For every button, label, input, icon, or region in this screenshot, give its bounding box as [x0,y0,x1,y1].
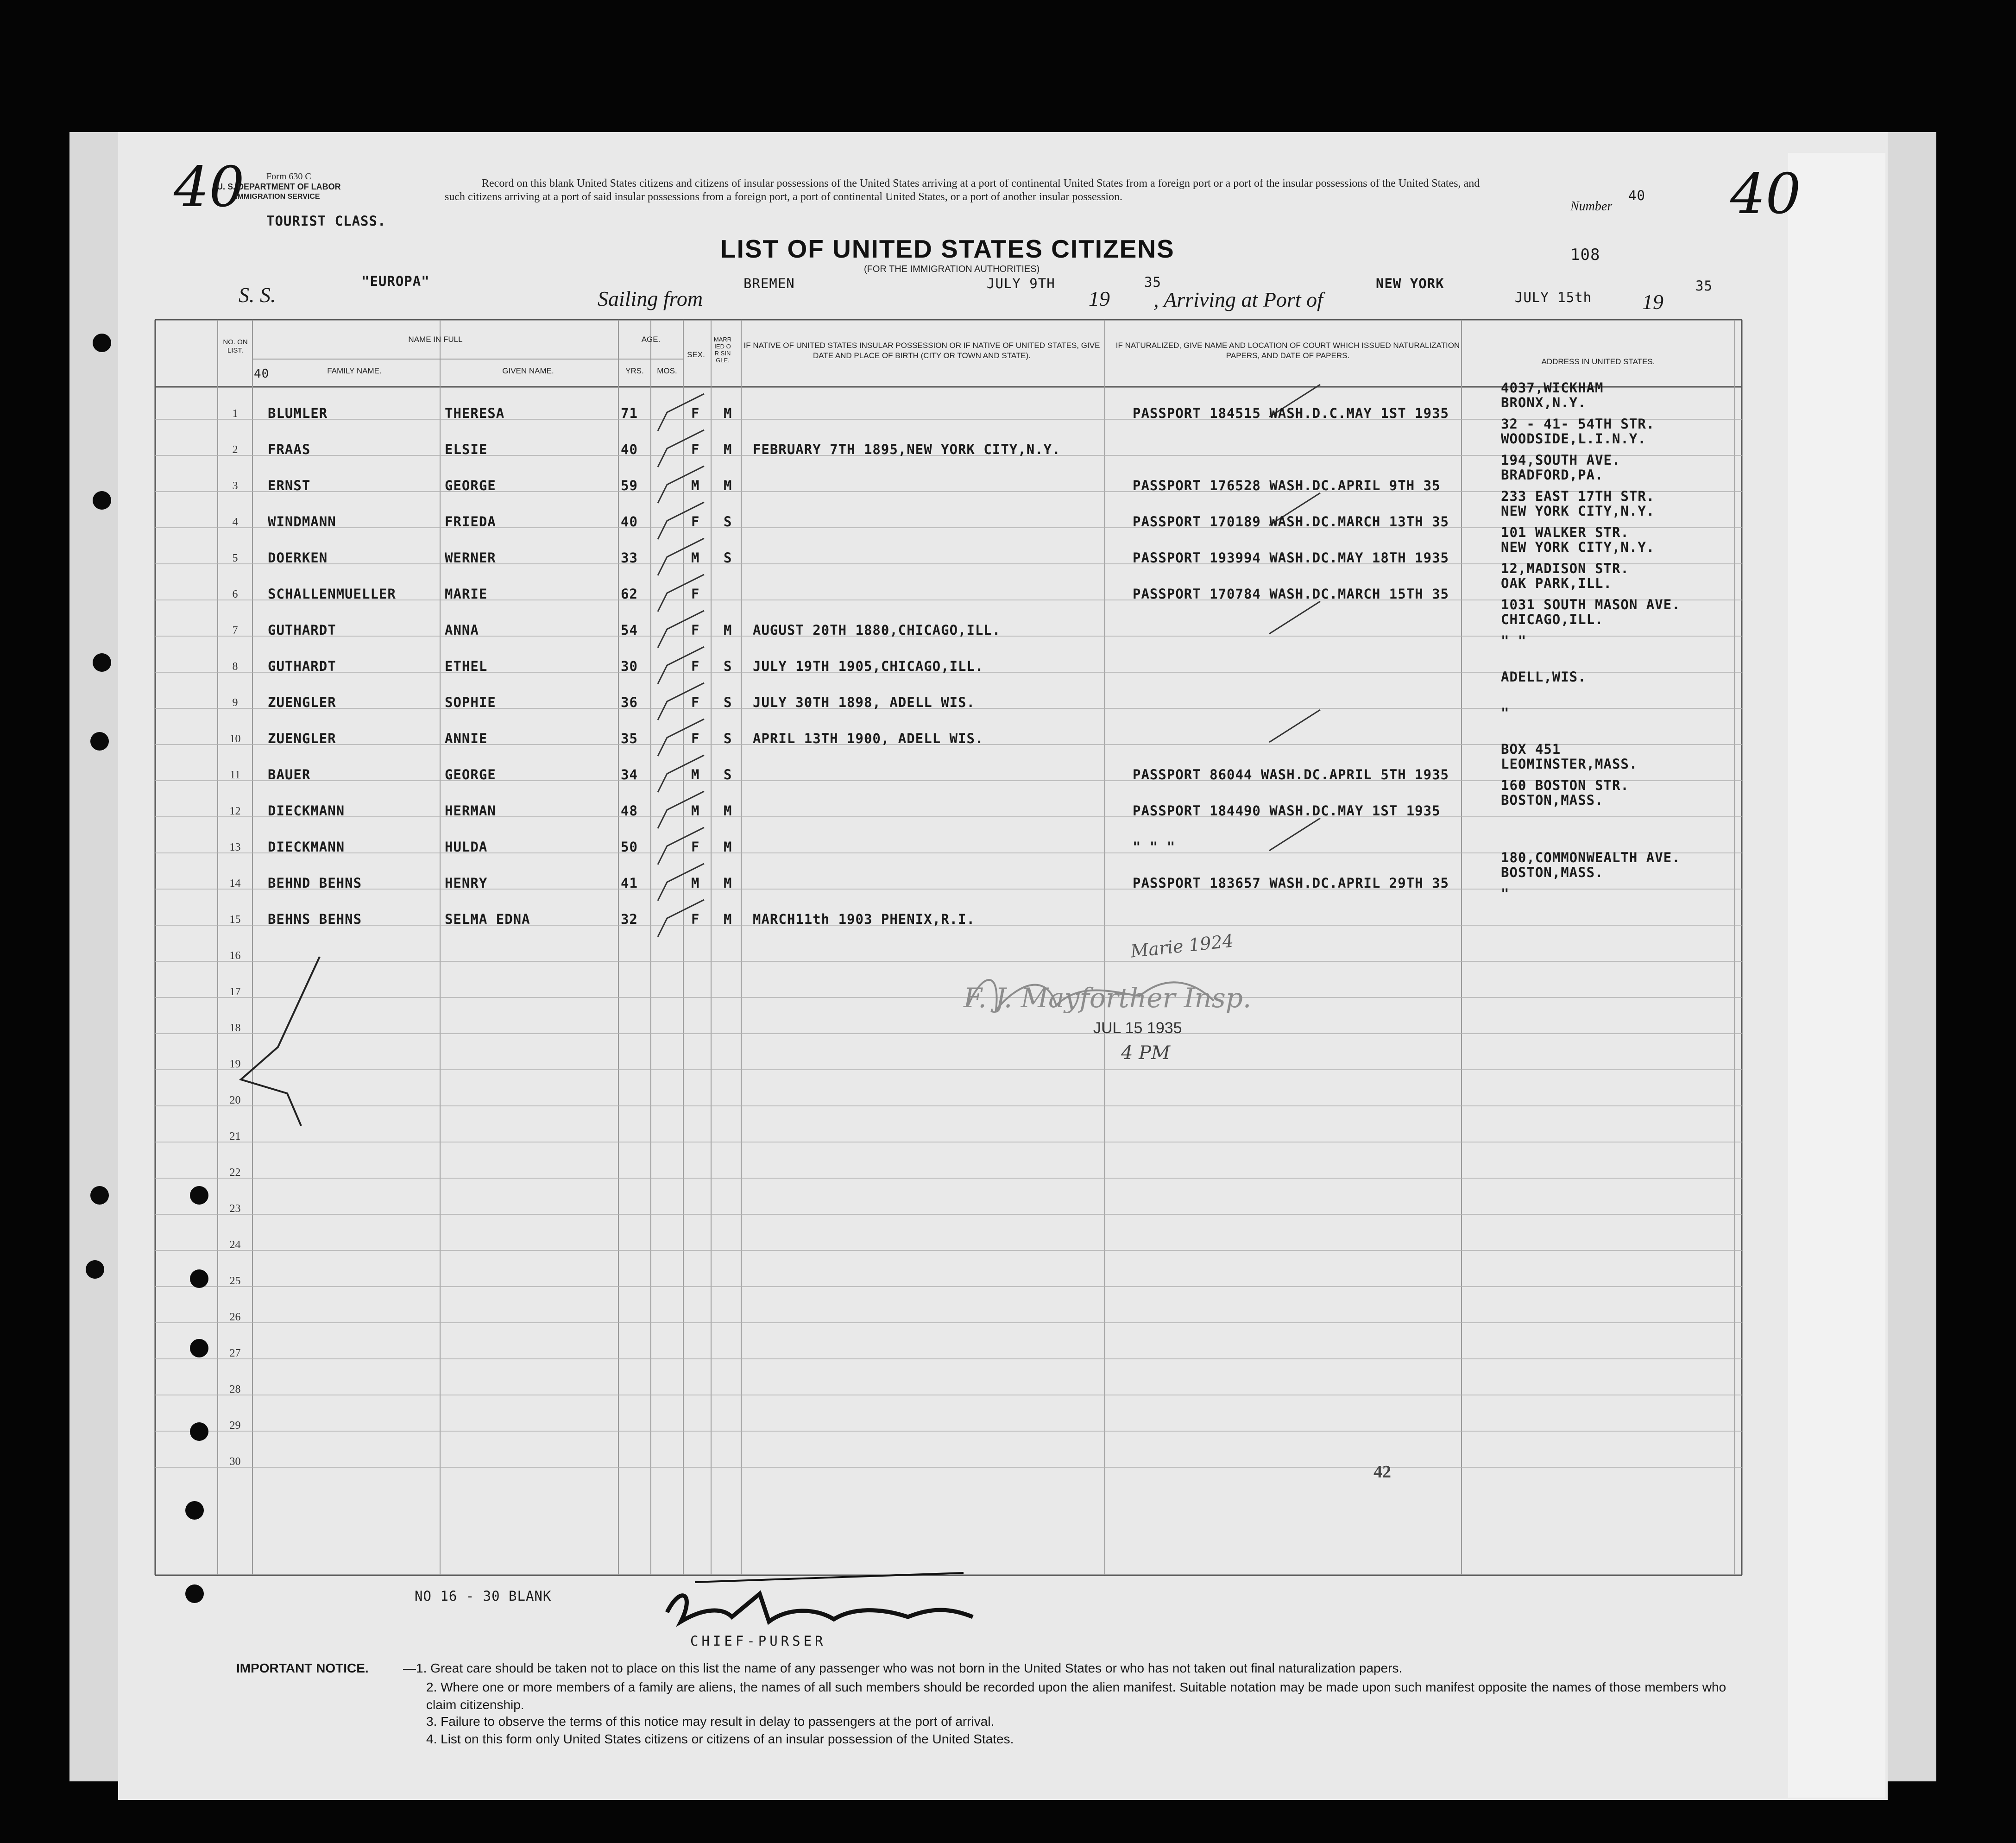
col-header-age: AGE. [641,335,661,344]
row-4-no: 4 [232,516,238,528]
row-5-given: WERNER [445,550,496,566]
arrival-date: JULY 15th [1515,290,1592,305]
row-11-given: GEORGE [445,767,496,783]
row-8-ms: S [724,658,732,674]
row-7-native: AUGUST 20TH 1880,CHICAGO,ILL. [753,622,1001,638]
row-30-no: 30 [229,1456,241,1468]
row-1-family: BLUMLER [268,405,328,421]
row-2-address-line1: 32 - 41- 54TH STR. [1501,416,1655,432]
page-number-top: 108 [1570,246,1600,264]
row-5-no: 5 [232,552,238,564]
number-label: Number [1570,199,1613,214]
notice-item-4: 4. List on this form only United States citizens or citizens of an insular possession of the United States. [426,1732,1014,1746]
row-11-no: 11 [229,769,241,781]
class-label: TOURIST CLASS. [266,213,386,229]
row-12-given: HERMAN [445,803,496,819]
ship-name: "EUROPA" [361,273,430,289]
row-10-ms: S [724,731,732,746]
col-header-address: ADDRESS IN UNITED STATES. [1541,357,1655,366]
notice-item-3: 3. Failure to observe the terms of this notice may result in delay to passengers at the port of arrival. [426,1714,995,1729]
row-28-no: 28 [229,1383,241,1395]
row-6-address-line1: 12,MADISON STR. [1501,561,1629,576]
row-5-address-line1: 101 WALKER STR. [1501,524,1629,540]
purser-signature [667,1594,836,1632]
page-count: 42 [1373,1462,1391,1482]
col-header-married: MARRIED OR SINGLE. [713,336,732,364]
department-label: U. S. DEPARTMENT OF LABOR [217,182,341,191]
arrival-stamp-time: 4 PM [1121,1042,1171,1064]
row-8-address-line1: " " [1501,633,1527,649]
notice-item-2: 2. Where one or more members of a family are aliens, the names of all such members should be recorded upon the alien manifest. Suitable notation may be made upon such manifest opposite the names of those members who claim citizenship. [426,1680,1726,1712]
row-13-given: HULDA [445,839,488,855]
col-header-mos: MOS. [657,366,677,375]
col-header-name: NAME IN FULL [408,335,463,344]
row-1-given: THERESA [445,405,505,421]
row-13-no: 13 [229,841,241,853]
col-header-no: NO. ON LIST. [223,338,248,354]
row-10-address-line1: " [1501,705,1510,721]
row-14-address-line2: BOSTON,MASS. [1501,865,1604,880]
row-2-given: ELSIE [445,442,488,457]
col-header-naturalized: IF NATURALIZED, GIVE NAME AND LOCATION OF COURT WHICH ISSUED NATURALIZATION PAPERS, AND DATE OF PAPERS. [1115,341,1460,360]
row-8-sex: F [691,658,700,674]
row-11-ms: S [724,767,732,783]
row-15-age: 32 [621,911,638,927]
row-6-nat: PASSPORT 170784 WASH.DC.MARCH 15TH 35 [1133,586,1449,602]
sailing-port: BREMEN [743,276,795,291]
row-1-no: 1 [232,408,238,420]
row-7-address-line1: 1031 SOUTH MASON AVE. [1501,597,1681,612]
arriving-label: , Arriving at Port of [1153,288,1323,311]
row-6-no: 6 [232,588,238,600]
row-2-native: FEBRUARY 7TH 1895,NEW YORK CITY,N.Y. [753,442,1061,457]
blank-rows-note: NO 16 - 30 BLANK [415,1588,552,1604]
row-4-sex: F [691,514,700,530]
row-9-no: 9 [232,697,238,709]
row-7-age: 54 [621,622,638,638]
row-15-address-line1: " [1501,886,1510,902]
row-2-ms: M [724,442,732,457]
row-4-given: FRIEDA [445,514,496,530]
row-2-sex: F [691,442,700,457]
row-2-no: 2 [232,444,238,456]
row-5-age: 33 [621,550,638,566]
row-4-address-line2: NEW YORK CITY,N.Y. [1501,503,1655,519]
row-4-family: WINDMANN [268,514,336,530]
row-16-no: 16 [229,950,241,962]
row-1-ms: M [724,405,732,421]
row-25-no: 25 [229,1275,241,1287]
row-15-family: BEHNS BEHNS [268,911,362,927]
row-10-given: ANNIE [445,731,488,746]
row-3-address-line2: BRADFORD,PA. [1501,467,1604,483]
row-10-sex: F [691,731,700,746]
row-27-no: 27 [229,1347,241,1359]
row-21-no: 21 [229,1130,241,1142]
row-12-age: 48 [621,803,638,819]
row-12-address-line2: BOSTON,MASS. [1501,792,1604,808]
arrival-stamp-date: JUL 15 1935 [1093,1019,1182,1037]
row-22-no: 22 [229,1167,241,1179]
notice-heading: IMPORTANT NOTICE. [236,1661,369,1675]
row-11-nat: PASSPORT 86044 WASH.DC.APRIL 5TH 1935 [1133,767,1449,783]
row-7-given: ANNA [445,622,479,638]
row-1-age: 71 [621,405,638,421]
row-15-no: 15 [229,914,241,926]
row-15-native: MARCH11th 1903 PHENIX,R.I. [753,911,975,927]
row-11-age: 34 [621,767,638,783]
row-10-native: APRIL 13TH 1900, ADELL WIS. [753,731,984,746]
row-6-address-line2: OAK PARK,ILL. [1501,575,1612,591]
row-3-no: 3 [232,480,238,492]
row-19-no: 19 [229,1058,241,1070]
row-11-family: BAUER [268,767,311,783]
corner-mark-left: 40 [174,155,245,220]
service-label: IMMIGRATION SERVICE [235,193,320,201]
row-4-address-line1: 233 EAST 17TH STR. [1501,488,1655,504]
row-9-family: ZUENGLER [268,694,336,710]
number-value: 40 [1628,188,1645,203]
row-26-no: 26 [229,1311,241,1323]
row-5-ms: S [724,550,732,566]
row-8-age: 30 [621,658,638,674]
row-3-ms: M [724,478,732,493]
row-5-family: DOERKEN [268,550,328,566]
row-3-nat: PASSPORT 176528 WASH.DC.APRIL 9TH 35 [1133,478,1441,493]
row-15-sex: F [691,911,700,927]
row-9-age: 36 [621,694,638,710]
row-1-address-line2: BRONX,N.Y. [1501,395,1587,410]
row-13-family: DIECKMANN [268,839,345,855]
sailing-year: 35 [1144,274,1161,290]
row-1-sex: F [691,405,700,421]
row-5-nat: PASSPORT 193994 WASH.DC.MAY 18TH 1935 [1133,550,1449,566]
row-3-age: 59 [621,478,638,493]
row-14-nat: PASSPORT 183657 WASH.DC.APRIL 29TH 35 [1133,875,1449,891]
sailing-from-label: Sailing from [598,287,703,310]
row-13-ms: M [724,839,732,855]
row-6-given: MARIE [445,586,488,602]
row-12-ms: M [724,803,732,819]
row-12-sex: M [691,803,700,819]
instructions: Record on this blank United States citizens and citizens of insular possessions of the United States arriving at a port of continental United States from a foreign port or a port of the insular possessions of the United States, and such citizens arriving at a port of said insular possessions from a foreign port, a port of continental United States, or a port of another insular possession. [445,177,1480,203]
col-header-given: GIVEN NAME. [502,366,554,375]
page-title: LIST OF UNITED STATES CITIZENS [720,234,1175,263]
sailing-year-prefix: 19 [1089,287,1110,310]
row-29-no: 29 [229,1420,241,1432]
col-header-native: IF NATIVE OF UNITED STATES INSULAR POSSESSION OR IF NATIVE OF UNITED STATES, GIVE DATE AND PLACE OF BIRTH (CITY OR TOWN AND STATE). [743,341,1100,360]
ss-label: S. S. [239,283,276,307]
row-11-sex: M [691,767,700,783]
col-header-sex: SEX. [687,350,705,359]
row-7-no: 7 [232,625,238,637]
row-9-sex: F [691,694,700,710]
row-24-no: 24 [229,1239,241,1251]
row-12-nat: PASSPORT 184490 WASH.DC.MAY 1ST 1935 [1133,803,1441,819]
arrival-year-prefix: 19 [1642,290,1663,314]
row-13-age: 50 [621,839,638,855]
row-1-address-line1: 4037,WICKHAM [1501,380,1604,396]
row-6-family: SCHALLENMUELLER [268,586,396,602]
row-12-address-line1: 160 BOSTON STR. [1501,777,1629,793]
row-3-sex: M [691,478,700,493]
col-header-yrs: YRS. [625,366,644,375]
row-7-address-line2: CHICAGO,ILL. [1501,612,1604,627]
row-2-address-line2: WOODSIDE,L.I.N.Y. [1501,431,1646,447]
row-3-family: ERNST [268,478,311,493]
col-no-value: 40 [254,367,270,381]
row-2-family: FRAAS [268,442,311,457]
row-14-no: 14 [229,877,241,890]
row-8-family: GUTHARDT [268,658,336,674]
row-7-sex: F [691,622,700,638]
row-9-given: SOPHIE [445,694,496,710]
corner-mark-right: 40 [1730,162,1801,227]
row-15-given: SELMA EDNA [445,911,530,927]
row-8-native: JULY 19TH 1905,CHICAGO,ILL. [753,658,984,674]
row-14-age: 41 [621,875,638,891]
row-13-sex: F [691,839,700,855]
row-13-nat: " " " [1133,839,1176,855]
row-14-given: HENRY [445,875,488,891]
row-9-ms: S [724,694,732,710]
row-15-ms: M [724,911,732,927]
row-10-age: 35 [621,731,638,746]
row-20-no: 20 [229,1094,241,1106]
col-header-family: FAMILY NAME. [327,366,382,375]
form-number: Form 630 C [266,171,311,182]
inspector-signature: F. J. Mayforther Insp. [964,982,1252,1014]
row-23-no: 23 [229,1203,241,1215]
row-2-age: 40 [621,442,638,457]
form-sheet [118,132,1888,1800]
notice-item-1: —1. Great care should be taken not to place on this list the name of any passenger who was not born in the United States or who has not taken out final naturalization papers. [403,1661,1403,1675]
row-4-nat: PASSPORT 170189 WASH.DC.MARCH 13TH 35 [1133,514,1449,530]
row-10-family: ZUENGLER [268,731,336,746]
row-3-address-line1: 194,SOUTH AVE. [1501,452,1621,468]
row-7-family: GUTHARDT [268,622,336,638]
row-6-age: 62 [621,586,638,602]
row-12-family: DIECKMANN [268,803,345,819]
row-6-sex: F [691,586,700,602]
row-14-address-line1: 180,COMMONWEALTH AVE. [1501,850,1681,865]
row-14-family: BEHND BEHNS [268,875,362,891]
row-9-native: JULY 30TH 1898, ADELL WIS. [753,694,975,710]
row-5-address-line2: NEW YORK CITY,N.Y. [1501,539,1655,555]
row-17-no: 17 [229,986,241,998]
row-5-sex: M [691,550,700,566]
row-4-age: 40 [621,514,638,530]
row-12-no: 12 [229,805,241,817]
arrival-year: 35 [1695,278,1713,294]
row-1-nat: PASSPORT 184515 WASH.D.C.MAY 1ST 1935 [1133,405,1449,421]
row-8-given: ETHEL [445,658,488,674]
row-10-no: 10 [229,733,241,745]
page-subtitle: (FOR THE IMMIGRATION AUTHORITIES) [864,264,1040,274]
inspector-note: Marie 1924 [1129,930,1235,962]
row-14-ms: M [724,875,732,891]
sailing-date: JULY 9TH [987,276,1055,291]
row-9-address-line1: ADELL,WIS. [1501,669,1587,685]
arrival-port: NEW YORK [1376,276,1444,291]
row-7-ms: M [724,622,732,638]
row-3-given: GEORGE [445,478,496,493]
row-11-address-line1: BOX 451 [1501,741,1561,757]
row-8-no: 8 [232,661,238,673]
row-11-address-line2: LEOMINSTER,MASS. [1501,756,1638,772]
row-4-ms: S [724,514,732,530]
row-18-no: 18 [229,1022,241,1034]
row-14-sex: M [691,875,700,891]
purser-title: CHIEF-PURSER [690,1633,826,1649]
